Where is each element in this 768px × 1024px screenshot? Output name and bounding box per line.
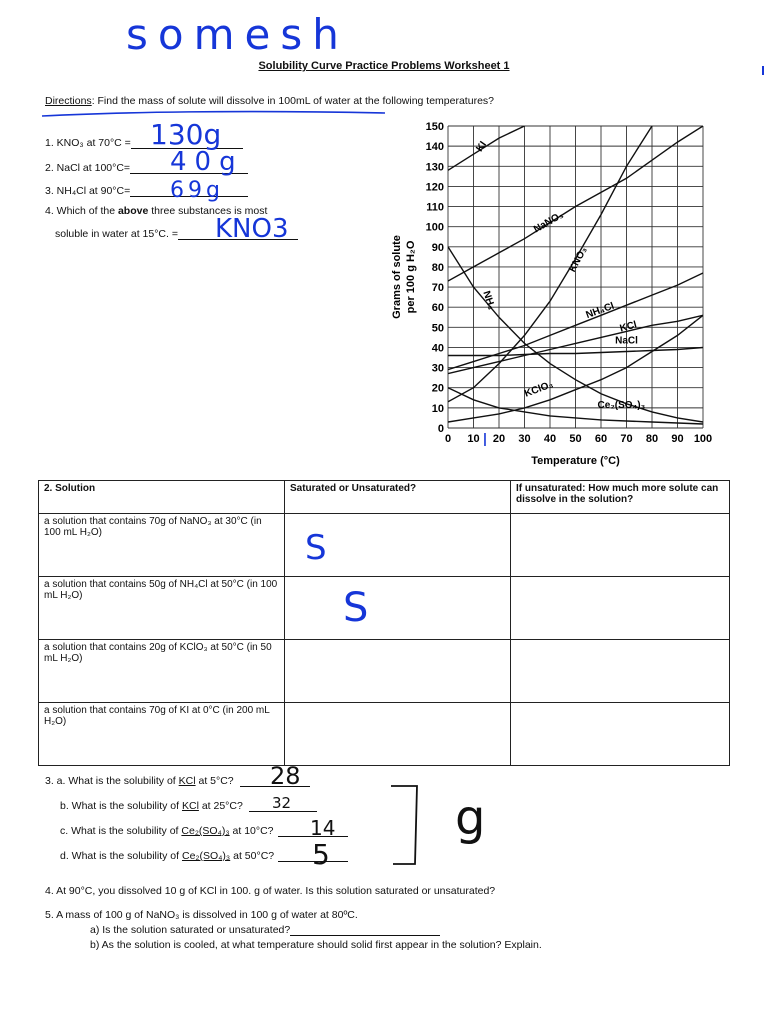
x-tick-label: 30 bbox=[518, 433, 531, 445]
y-tick-label: 0 bbox=[437, 423, 444, 435]
question-3b-post: at 25°C? bbox=[198, 800, 243, 812]
table-row bbox=[39, 514, 730, 577]
row-solution: a solution that contains 70g of KI at 0°C (in 200 mL H₂O) bbox=[39, 703, 285, 766]
y-tick-label: 130 bbox=[425, 161, 444, 174]
y-tick-label: 20 bbox=[431, 382, 444, 395]
handwritten-answer-4: KNO3 bbox=[215, 214, 289, 244]
worksheet-title-text: Solubility Curve Practice Problems Worksheet 1 bbox=[258, 60, 510, 72]
answer-blank bbox=[290, 935, 440, 936]
row-solution: a solution that contains 20g of KClO₃ at 50°C (in 50 mL H₂O) bbox=[39, 640, 285, 703]
question-3b-pre: b. What is the solubility of bbox=[60, 800, 182, 812]
row-solution: a solution that contains 70g of NaNO₃ at 30°C (in 100 mL H₂O) bbox=[39, 514, 285, 577]
y-tick-label: 100 bbox=[425, 221, 444, 234]
question-4-pre: 4. Which of the bbox=[45, 205, 118, 217]
x-tick-label: 60 bbox=[594, 433, 608, 445]
x-tick-label: 80 bbox=[645, 433, 659, 445]
y-tick-label: 30 bbox=[431, 362, 444, 375]
y-tick-label: 40 bbox=[431, 342, 444, 355]
question-3d bbox=[60, 850, 348, 862]
series-label: NH₃ bbox=[480, 289, 497, 312]
x-tick-label: 20 bbox=[492, 433, 506, 445]
table-row bbox=[39, 577, 730, 640]
question-5b: b) As the solution is cooled, at what temperature should solid first appear in the solution? Explain. bbox=[90, 939, 542, 951]
question-3-text: 3. NH₄Cl at 90°C= bbox=[45, 185, 131, 197]
question-4-line2-text: soluble in water at 15°C. = bbox=[55, 228, 178, 240]
solubility-chart-svg bbox=[378, 112, 718, 477]
row-how-much-cell[interactable] bbox=[511, 514, 730, 577]
series-label: Ce₂(SO₄)₃ bbox=[597, 399, 646, 411]
y-tick-label: 120 bbox=[425, 181, 444, 194]
question-5a-text: a) Is the solution saturated or unsaturated? bbox=[90, 924, 291, 936]
header-how-much: If unsaturated: How much more solute can dissolve in the solution? bbox=[511, 481, 730, 514]
question-3a-subject: KCl bbox=[178, 775, 196, 787]
question-1-text: 1. KNO₃ at 70°C = bbox=[45, 137, 131, 149]
header-solution: 2. Solution bbox=[39, 481, 285, 514]
series-label: KCl bbox=[618, 319, 639, 335]
handwritten-name: somesh bbox=[126, 10, 349, 59]
handwritten-answer-3b: 32 bbox=[272, 794, 292, 812]
worksheet-title bbox=[0, 60, 768, 72]
series-label: NH₄Cl bbox=[584, 300, 616, 322]
handwritten-row-1: S bbox=[305, 528, 327, 568]
question-2-text: 2. NaCl at 100°C= bbox=[45, 162, 131, 174]
row-saturated-cell[interactable] bbox=[285, 640, 511, 703]
handwritten-answer-3c: 14 bbox=[310, 816, 336, 840]
x-tick-label: 90 bbox=[671, 433, 684, 445]
row-how-much-cell[interactable] bbox=[511, 577, 730, 640]
row-how-much-cell[interactable] bbox=[511, 703, 730, 766]
question-4b: 4. At 90°C, you dissolved 10 g of KCl in 100. g of water. Is this solution saturated or unsaturated? bbox=[45, 885, 496, 897]
question-4-post: three substances is most bbox=[148, 205, 268, 217]
handwritten-answer-3a: 28 bbox=[270, 762, 301, 790]
directions-text: : Find the mass of solute will dissolve in 100mL of water at the following temperatures? bbox=[91, 95, 494, 107]
question-3c-subject: Ce₂(SO₄)₃ bbox=[181, 825, 230, 837]
x-tick-label: 0 bbox=[444, 433, 452, 445]
question-3d-subject: Ce₂(SO₄)₃ bbox=[181, 850, 231, 862]
table-row bbox=[39, 703, 730, 766]
handwritten-answer-2: 40g bbox=[170, 147, 244, 177]
question-3c-pre: c. What is the solubility of bbox=[60, 825, 182, 837]
y-axis-label: Grams of solute per 100 g H₂O bbox=[391, 235, 417, 319]
series-label: KNO₃ bbox=[567, 245, 590, 275]
header-saturated: Saturated or Unsaturated? bbox=[285, 481, 511, 514]
x-tick-label: 100 bbox=[693, 433, 713, 445]
y-tick-label: 90 bbox=[431, 241, 444, 254]
y-tick-label: 50 bbox=[431, 322, 444, 335]
handwritten-answer-3: 69g bbox=[170, 178, 224, 203]
handwritten-answer-1: 130g bbox=[150, 118, 222, 151]
question-4-bold: above bbox=[117, 205, 149, 217]
y-tick-label: 110 bbox=[426, 201, 444, 214]
question-5a bbox=[90, 924, 440, 936]
question-3a-post: at 5°C? bbox=[195, 775, 234, 787]
row-saturated-cell[interactable] bbox=[285, 514, 511, 577]
row-saturated-cell[interactable] bbox=[285, 703, 511, 766]
question-5: 5. A mass of 100 g of NaNO₃ is dissolved in 100 g of water at 80ºC. bbox=[45, 909, 358, 921]
y-tick-label: 10 bbox=[431, 402, 444, 415]
row-how-much-cell[interactable] bbox=[511, 640, 730, 703]
handwritten-row-2: S bbox=[343, 585, 369, 631]
table-header-row bbox=[39, 481, 730, 514]
series-label: KI bbox=[474, 139, 490, 154]
series-label: NaNO₃ bbox=[531, 209, 566, 236]
question-3c bbox=[60, 825, 348, 837]
x-tick-label: 70 bbox=[620, 433, 633, 445]
x-tick-label: 10 bbox=[467, 433, 480, 445]
y-tick-label: 140 bbox=[425, 141, 444, 154]
solubility-chart bbox=[378, 112, 718, 477]
y-tick-label: 150 bbox=[425, 121, 444, 133]
x-tick-label: 50 bbox=[569, 433, 582, 445]
row-solution: a solution that contains 50g of NH₄Cl at 50°C (in 100 mL H₂O) bbox=[39, 577, 285, 640]
y-tick-label: 70 bbox=[431, 282, 444, 295]
question-3b-subject: KCl bbox=[181, 800, 199, 812]
solution-table bbox=[38, 480, 730, 766]
x-axis-label: Temperature (°C) bbox=[531, 455, 620, 467]
question-3a-pre: 3. a. What is the solubility of bbox=[45, 775, 179, 787]
y-tick-label: 60 bbox=[431, 302, 444, 315]
handwritten-bracket bbox=[385, 780, 435, 870]
table-row bbox=[39, 640, 730, 703]
question-3d-post: at 50°C? bbox=[230, 850, 275, 862]
x-tick-label: 40 bbox=[543, 433, 557, 445]
row-saturated-cell[interactable] bbox=[285, 577, 511, 640]
handwritten-unit: g bbox=[455, 790, 486, 846]
question-3c-post: at 10°C? bbox=[229, 825, 274, 837]
y-tick-label: 80 bbox=[431, 261, 444, 274]
series-label: KClO₃ bbox=[523, 379, 555, 400]
handwritten-answer-3d: 5 bbox=[312, 838, 330, 871]
directions-label: Directions bbox=[45, 95, 92, 107]
question-3d-pre: d. What is the solubility of bbox=[60, 850, 182, 862]
series-label: NaCl bbox=[615, 335, 638, 347]
